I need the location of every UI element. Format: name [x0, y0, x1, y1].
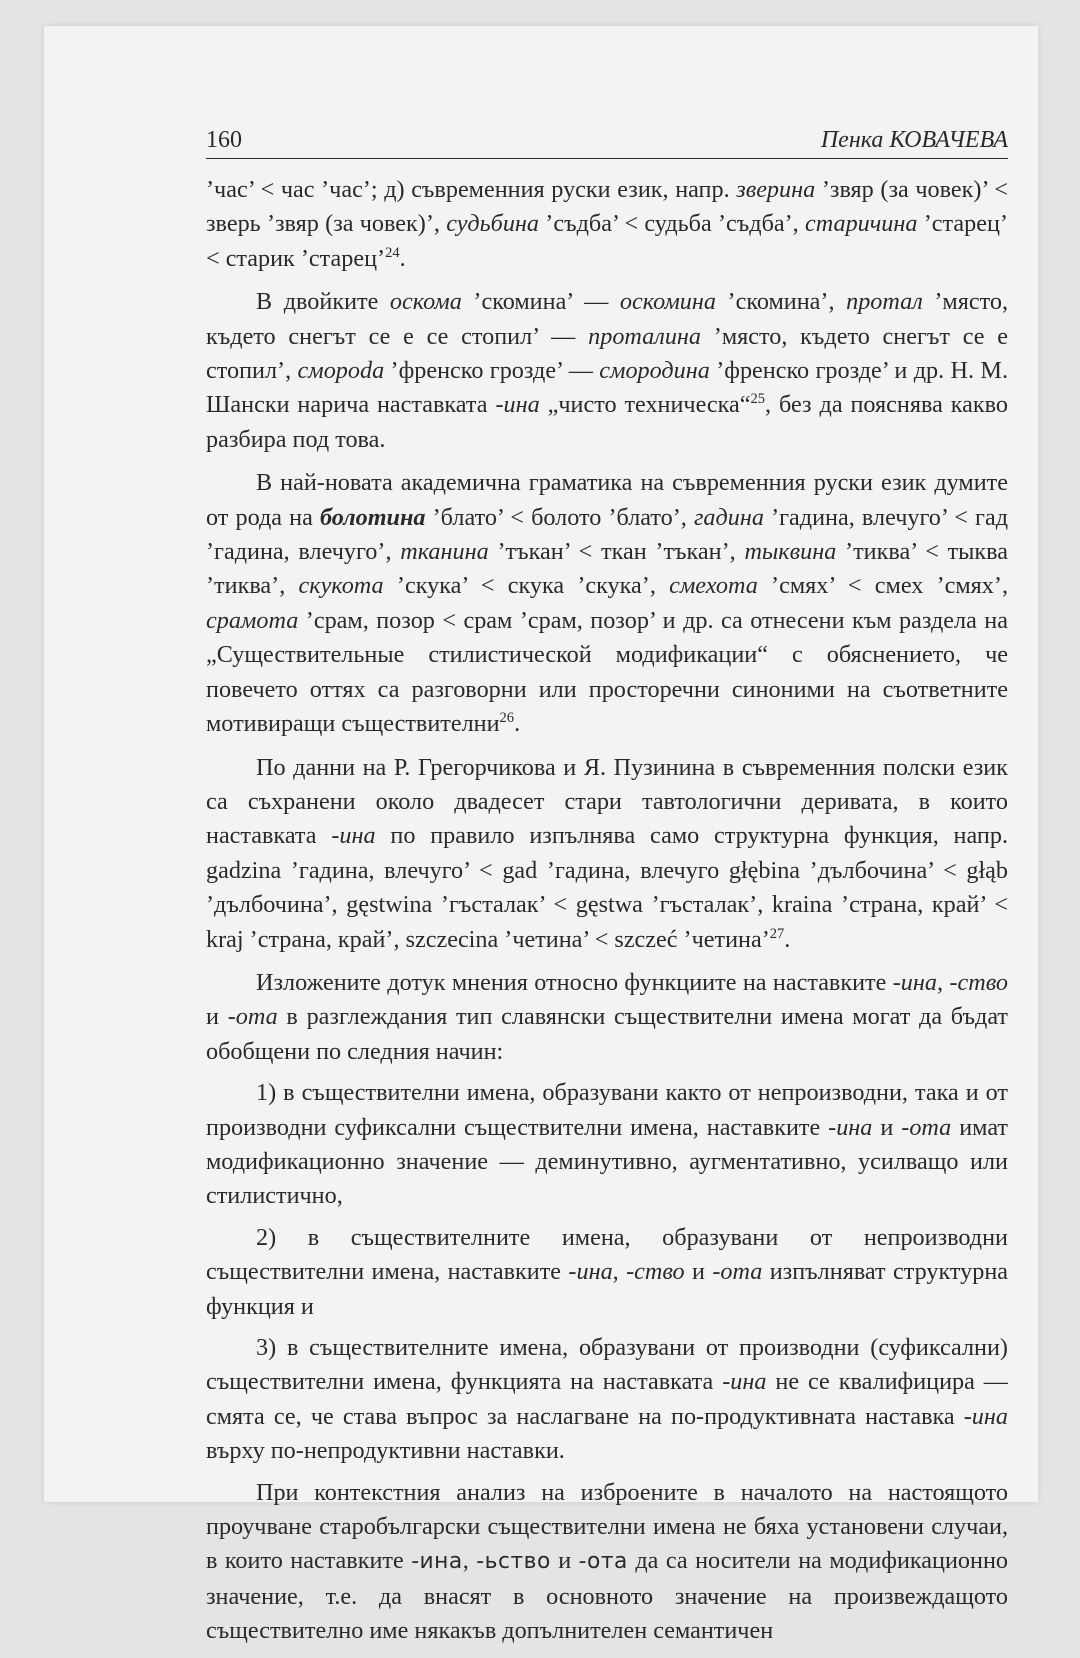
paragraph: По данни на Р. Грегорчикова и Я. Пузинина в съвременния полски език са съхранени около двадесет стари тавтологични деривата, в които наставката -ина по правило изпълнява само структурна функция, напр. gadzina ’гадина, влечуго’ < gad ’гадина, влечуго głębina ’дълбочина’ < głąb ’дълбочина’, gęstwina ’гъсталак’ < gęstwa ’гъсталак’, kraina ’страна, край’ < kraj ’страна, край’, szczecina ’четина’ < szczeć ’четина’$^{27}$.	[206, 753, 1008, 953]
paragraph: ’час’ < час ’час’; д) съвременния руски език, напр. зверина ’звяр (за човек)’ < зверь ’звяр (за човек)’, судьбина ’съдба’ < судьба ’съдба’, старичина ’старец’ < старик ’старец’$^{24}$.	[206, 176, 1008, 272]
body-text	[206, 173, 1008, 1649]
page-number: 160	[206, 127, 242, 153]
paragraph: При контекстния анализ на изброените в началото на настоящото проучване старобългарски съществителни имена не бяха установени случаи, в които наставките -ина, -ьство и -ота да са носители на модификационно значение, т.е. да внасят в основното значение на произвеждащото съществително име някакъв допълнителен семантичен	[206, 1478, 1008, 1645]
paragraph: Изложените дотук мнения относно функциите на наставките -ина, -ство и -ота в разглеждания тип славянски съществителни имена могат да бъдат обобщени по следния начин:	[206, 968, 1008, 1065]
list-item: 2) в съществителните имена, образувани от непроизводни съществителни имена, наставките -ина, -ство и -ота изпълняват структурна функция и	[206, 1223, 1008, 1320]
page-sheet	[44, 26, 1038, 1645]
paragraph: В най-новата академична граматика на съвременния руски език думите от рода на болотина ’блато’ < болото ’блато’, гадина ’гадина, влечуго’ < гад ’гадина, влечуго’, тканина ’тъкан’ < ткан ’тъкан’, тыквина ’тиква’ < тыква ’тиква’, скукота ’скука’ < скука ’скука’, смехота ’смях’ < смех ’смях’, срамота ’срам, позор < срам ’срам, позор’ и др. са отнесени към раздела на „Существительные стилистической модификации“ с обяснението, че повечето оттях са разговорни или просторечни синоними на съответните мотивиращи съществителни$^{26}$.	[206, 469, 1009, 738]
running-header	[206, 122, 1008, 159]
paragraph: В двойките оскома ’скомина’ — оскомина ’скомина’, протал ’място, където снегът се е се стопил’ — проталина ’място, където снегът се е стопил’, смороda ’френско грозде’ — смородина ’френско грозде’ и др. Н. М. Шански нарича наставката -ина „чисто техническа“$^{25}$, без да пояснява какво разбира под това.	[206, 288, 1008, 453]
list-item: 1) в съществителни имена, образувани както от непроизводни, така и от производни суфиксални съществителни имена, наставките -ина и -ота имат модификационно значение — деминутивно, аугментативно, усилващо или стилистично,	[206, 1079, 1008, 1210]
page-content	[206, 122, 1008, 1658]
list-item: 3) в съществителните имена, образувани от производни (суфиксални) съществителни имена, функцията на наставката -ина не се квалифицира — смята се, че става въпрос за наслагване на по-продуктивната наставка -ина върху по-непродуктивни наставки.	[206, 1334, 1008, 1465]
running-header-author: Пенка КОВАЧЕВА	[820, 127, 1008, 153]
